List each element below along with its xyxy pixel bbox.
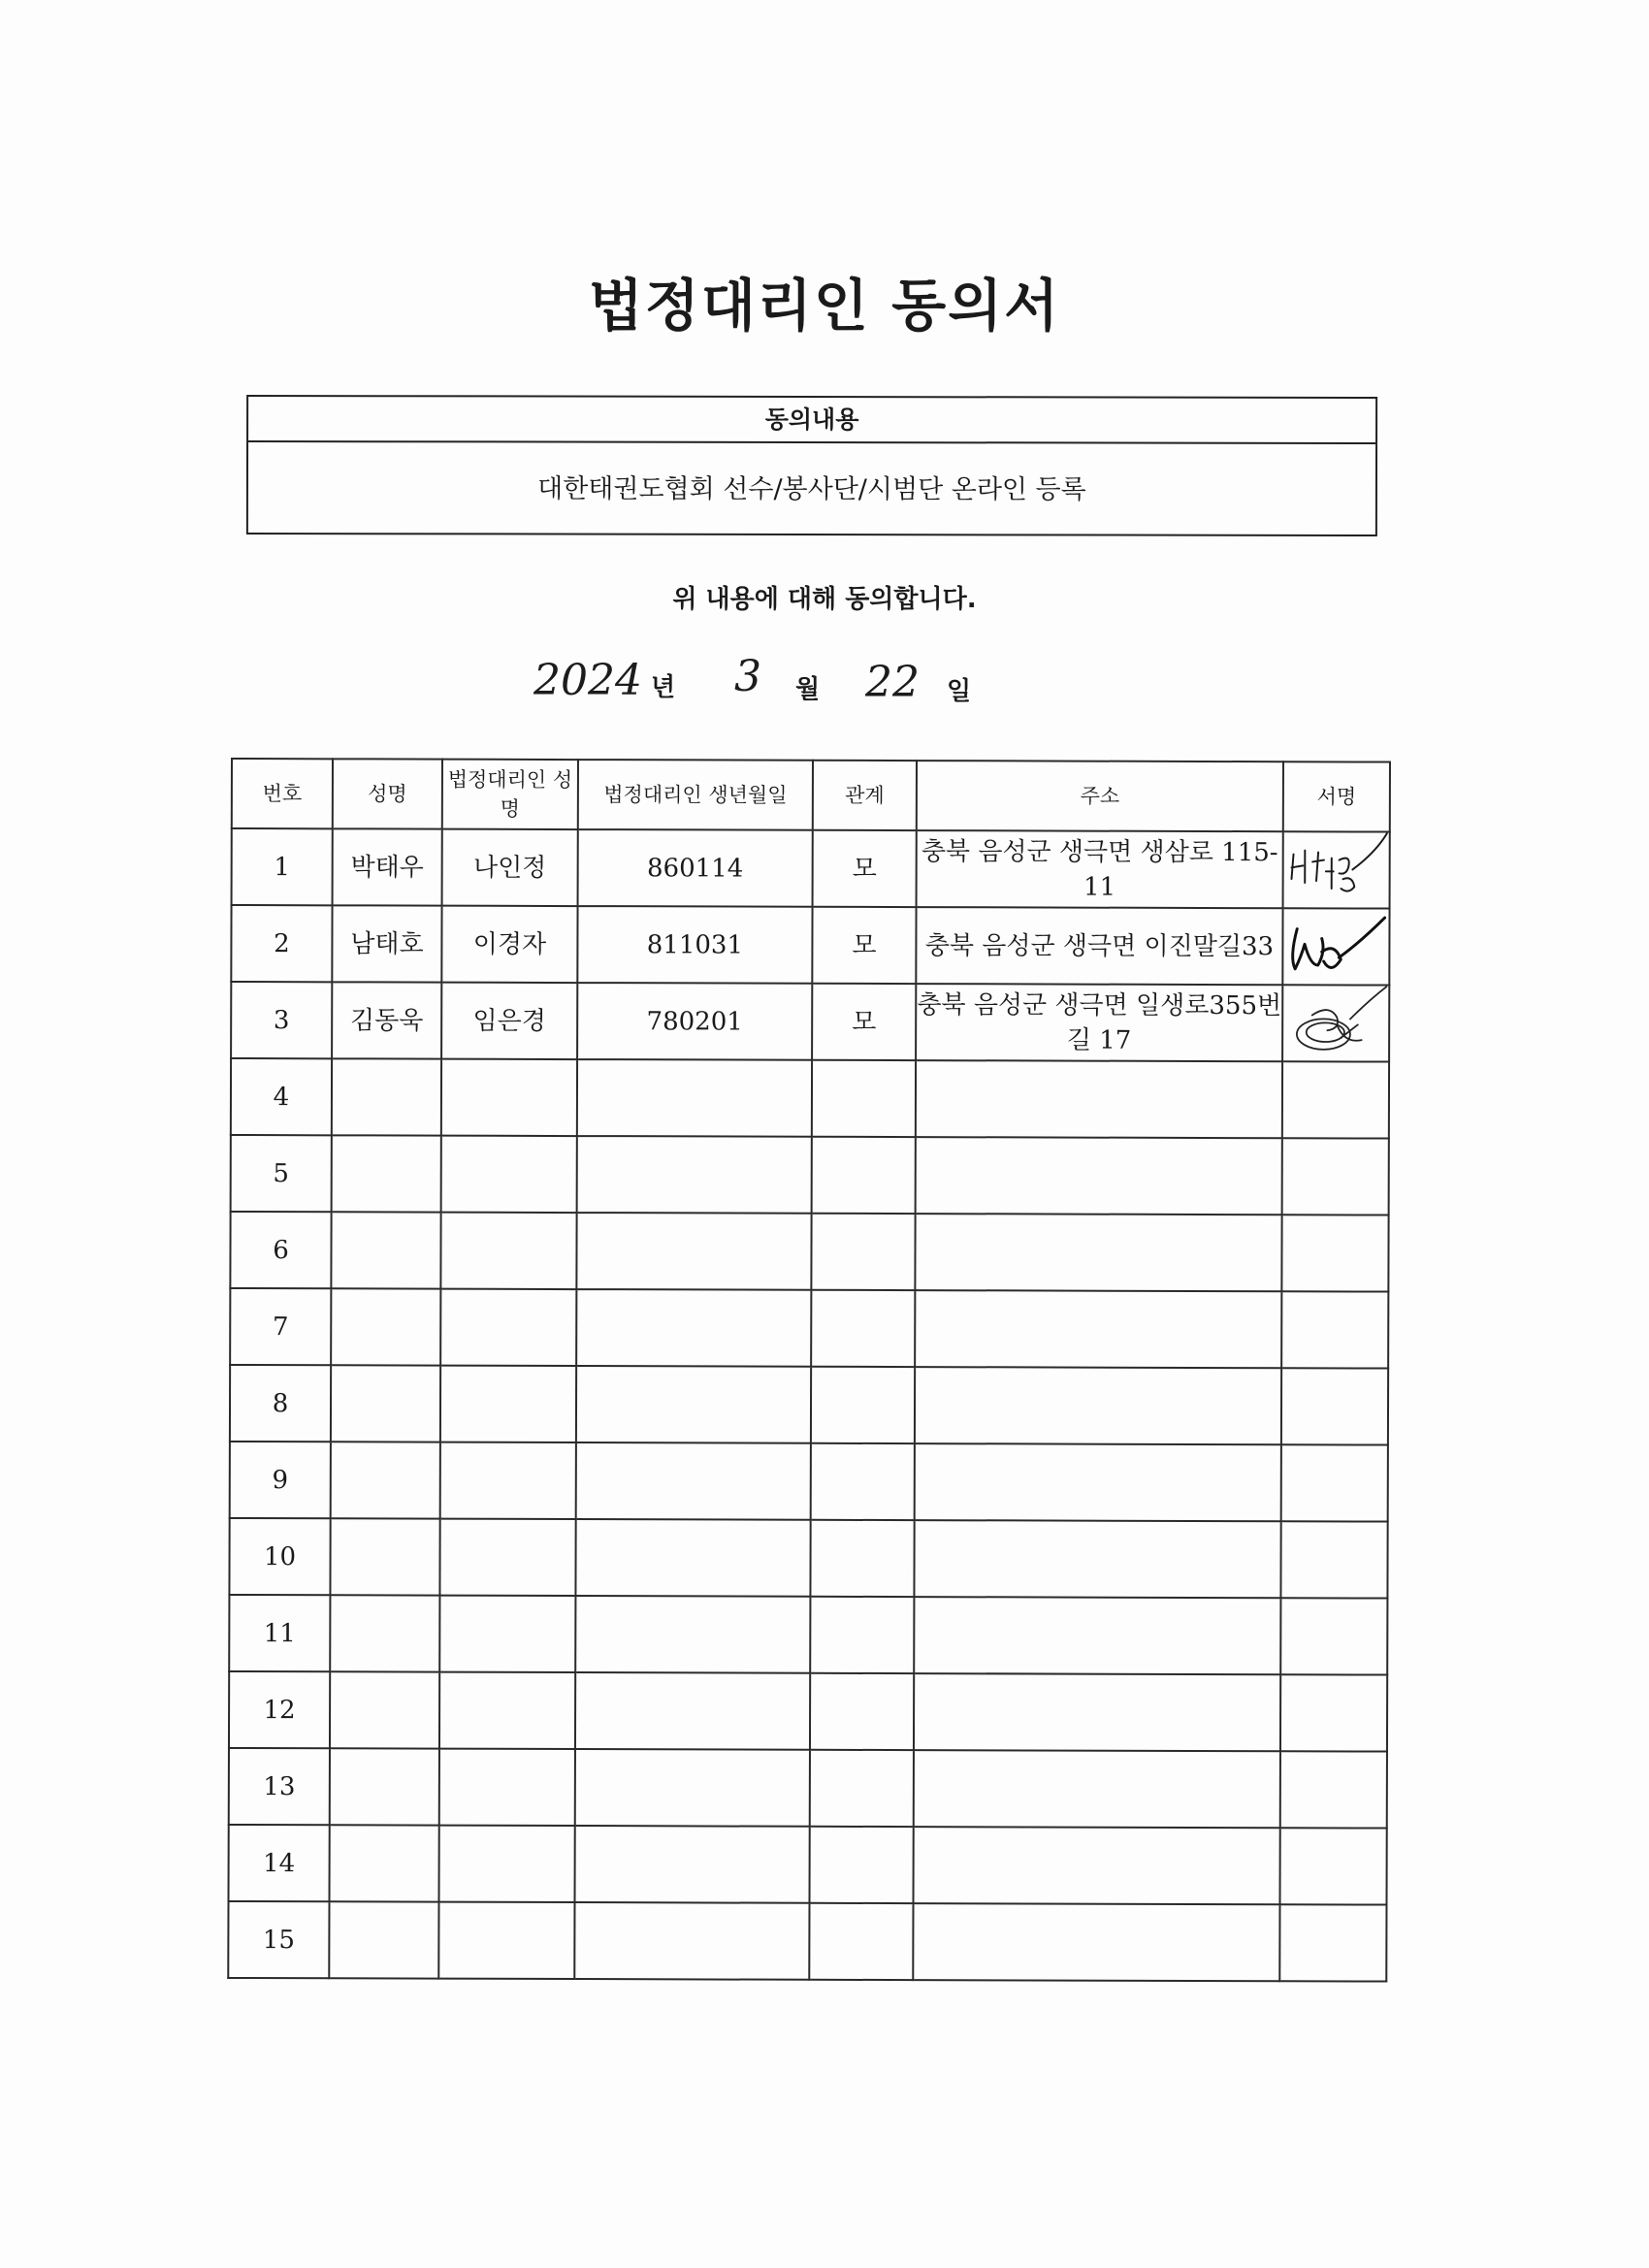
cell-guardian-name xyxy=(440,1366,576,1442)
cell-signature xyxy=(1280,1751,1387,1828)
cell-address xyxy=(916,1137,1282,1215)
handwritten-signature xyxy=(1283,909,1388,984)
handwritten-signature xyxy=(1283,986,1388,1060)
table-row xyxy=(229,1671,1387,1752)
header-guardian-birth: 법정대리인 생년월일 xyxy=(578,760,813,830)
cell-guardian-birth xyxy=(574,1902,809,1980)
cell-relation xyxy=(811,1367,915,1443)
header-address: 주소 xyxy=(917,761,1283,831)
table-row xyxy=(230,1365,1388,1445)
cell-name xyxy=(330,1671,439,1748)
cell-no: 6 xyxy=(230,1212,331,1288)
cell-guardian-name xyxy=(438,1902,574,1979)
cell-address xyxy=(915,1214,1281,1291)
cell-guardian-birth: 811031 xyxy=(577,906,812,984)
cell-no: 3 xyxy=(231,982,332,1058)
table-row xyxy=(230,1212,1388,1292)
cell-guardian-birth xyxy=(577,1136,812,1214)
cell-no: 10 xyxy=(229,1518,330,1595)
header-guardian-name: 법정대리인 성명 xyxy=(442,760,578,829)
cell-signature xyxy=(1281,1215,1388,1291)
cell-address xyxy=(913,1827,1279,1904)
cell-address xyxy=(914,1673,1280,1751)
cell-guardian-name xyxy=(440,1213,576,1289)
cell-relation xyxy=(810,1520,914,1597)
cell-guardian-birth xyxy=(576,1213,811,1290)
cell-name: 박태우 xyxy=(333,828,442,905)
cell-guardian-birth: 860114 xyxy=(578,829,813,907)
cell-no: 15 xyxy=(228,1901,329,1978)
cell-relation xyxy=(809,1903,913,1980)
cell-name xyxy=(332,1058,441,1135)
cell-signature xyxy=(1281,1291,1388,1368)
cell-name xyxy=(330,1748,439,1825)
table-row xyxy=(231,1135,1389,1215)
cell-no: 7 xyxy=(230,1288,331,1365)
date-day-unit: 일 xyxy=(947,677,972,706)
table-row xyxy=(228,1901,1386,1982)
cell-name xyxy=(329,1901,438,1978)
header-signature: 서명 xyxy=(1283,761,1390,831)
guardian-table xyxy=(227,758,1391,1983)
cell-address xyxy=(916,1060,1282,1138)
cell-guardian-name xyxy=(439,1519,575,1596)
cell-guardian-name: 나인정 xyxy=(442,829,578,906)
document-title: 법정대리인 동의서 xyxy=(588,273,1061,339)
agreement-statement: 위 내용에 대해 동의합니다. xyxy=(672,585,977,614)
cell-guardian-name xyxy=(439,1672,575,1749)
cell-no: 13 xyxy=(229,1748,330,1825)
cell-signature xyxy=(1280,1674,1387,1751)
cell-no: 11 xyxy=(229,1595,330,1671)
cell-guardian-birth xyxy=(576,1442,811,1520)
cell-guardian-birth xyxy=(576,1289,811,1367)
table-row xyxy=(229,1518,1387,1599)
cell-relation: 모 xyxy=(812,907,916,984)
cell-guardian-birth xyxy=(575,1596,810,1673)
table-row xyxy=(231,1058,1389,1139)
cell-signature xyxy=(1283,831,1390,908)
table-row xyxy=(232,828,1390,909)
cell-name xyxy=(330,1595,439,1671)
cell-address xyxy=(914,1750,1280,1828)
table-row xyxy=(229,1748,1387,1829)
header-no: 번호 xyxy=(232,759,333,828)
cell-guardian-birth xyxy=(575,1826,810,1903)
cell-signature xyxy=(1280,1521,1387,1598)
cell-guardian-name xyxy=(440,1289,576,1366)
cell-name xyxy=(331,1288,440,1365)
cell-address: 충북 음성군 생극면 생삼로 115-11 xyxy=(917,830,1283,908)
cell-relation xyxy=(810,1673,914,1750)
cell-relation xyxy=(811,1443,915,1520)
cell-signature xyxy=(1282,1138,1389,1215)
cell-relation xyxy=(810,1597,914,1673)
cell-name: 남태호 xyxy=(332,905,441,982)
cell-guardian-birth xyxy=(575,1749,810,1827)
cell-no: 2 xyxy=(231,905,332,982)
cell-relation xyxy=(810,1750,914,1827)
cell-signature xyxy=(1282,1061,1389,1138)
cell-address xyxy=(915,1443,1281,1521)
cell-relation: 모 xyxy=(813,830,917,907)
cell-guardian-name xyxy=(439,1826,575,1902)
table-row xyxy=(230,1442,1388,1522)
cell-no: 14 xyxy=(229,1825,330,1901)
cell-address: 충북 음성군 생극면 일생로355번길 17 xyxy=(916,984,1282,1061)
cell-signature xyxy=(1282,908,1389,985)
consent-header: 동의내용 xyxy=(248,397,1375,444)
cell-relation xyxy=(811,1214,915,1290)
cell-guardian-name: 임은경 xyxy=(441,983,577,1059)
cell-no: 8 xyxy=(230,1365,331,1442)
cell-address: 충북 음성군 생극면 이진말길33 xyxy=(916,907,1282,985)
cell-no: 9 xyxy=(230,1442,331,1518)
cell-relation xyxy=(812,1060,916,1137)
consent-box xyxy=(246,395,1377,536)
cell-address xyxy=(915,1290,1281,1368)
cell-address xyxy=(914,1597,1280,1674)
table-row xyxy=(229,1595,1387,1675)
cell-signature xyxy=(1280,1598,1387,1674)
cell-signature xyxy=(1279,1904,1386,1981)
date-year: 2024 xyxy=(534,656,642,705)
table-row xyxy=(231,905,1389,986)
header-name: 성명 xyxy=(333,759,442,828)
handwritten-signature xyxy=(1284,832,1389,907)
cell-name xyxy=(331,1365,440,1442)
cell-guardian-birth xyxy=(575,1519,810,1597)
table-row xyxy=(230,1288,1388,1369)
cell-name xyxy=(332,1135,441,1212)
cell-no: 1 xyxy=(232,828,333,905)
cell-name xyxy=(330,1518,439,1595)
cell-guardian-name xyxy=(440,1442,576,1519)
table-row xyxy=(231,982,1389,1062)
header-relation: 관계 xyxy=(813,761,917,830)
date-line xyxy=(0,652,1649,720)
cell-signature xyxy=(1281,1368,1388,1444)
cell-name: 김동욱 xyxy=(332,982,441,1058)
table-row xyxy=(229,1825,1387,1905)
cell-relation xyxy=(811,1290,915,1367)
cell-name xyxy=(331,1212,440,1288)
cell-guardian-birth xyxy=(575,1672,810,1750)
cell-guardian-birth xyxy=(577,1059,812,1137)
table-header-row xyxy=(232,759,1390,832)
cell-address xyxy=(914,1520,1280,1598)
cell-name xyxy=(331,1442,440,1518)
cell-relation xyxy=(812,1137,916,1214)
cell-guardian-name xyxy=(439,1596,575,1672)
cell-relation: 모 xyxy=(812,984,916,1060)
cell-guardian-name xyxy=(439,1749,575,1826)
cell-relation xyxy=(809,1827,913,1903)
cell-guardian-name xyxy=(441,1136,577,1213)
cell-address xyxy=(915,1367,1281,1444)
cell-guardian-name xyxy=(441,1059,577,1136)
cell-guardian-birth: 780201 xyxy=(577,983,812,1060)
cell-signature xyxy=(1282,985,1389,1061)
cell-signature xyxy=(1281,1444,1388,1521)
date-month: 3 xyxy=(734,652,761,701)
date-month-unit: 월 xyxy=(795,675,821,704)
cell-signature xyxy=(1279,1828,1386,1904)
cell-guardian-birth xyxy=(576,1366,811,1443)
cell-no: 4 xyxy=(231,1058,332,1135)
date-year-unit: 년 xyxy=(651,673,676,702)
cell-guardian-name: 이경자 xyxy=(441,906,577,983)
cell-address xyxy=(913,1903,1279,1981)
consent-content: 대한태권도협회 선수/봉사단/시범단 온라인 등록 xyxy=(537,473,1086,505)
cell-no: 12 xyxy=(229,1671,330,1748)
cell-name xyxy=(330,1825,439,1901)
cell-no: 5 xyxy=(231,1135,332,1212)
date-day: 22 xyxy=(865,658,920,707)
